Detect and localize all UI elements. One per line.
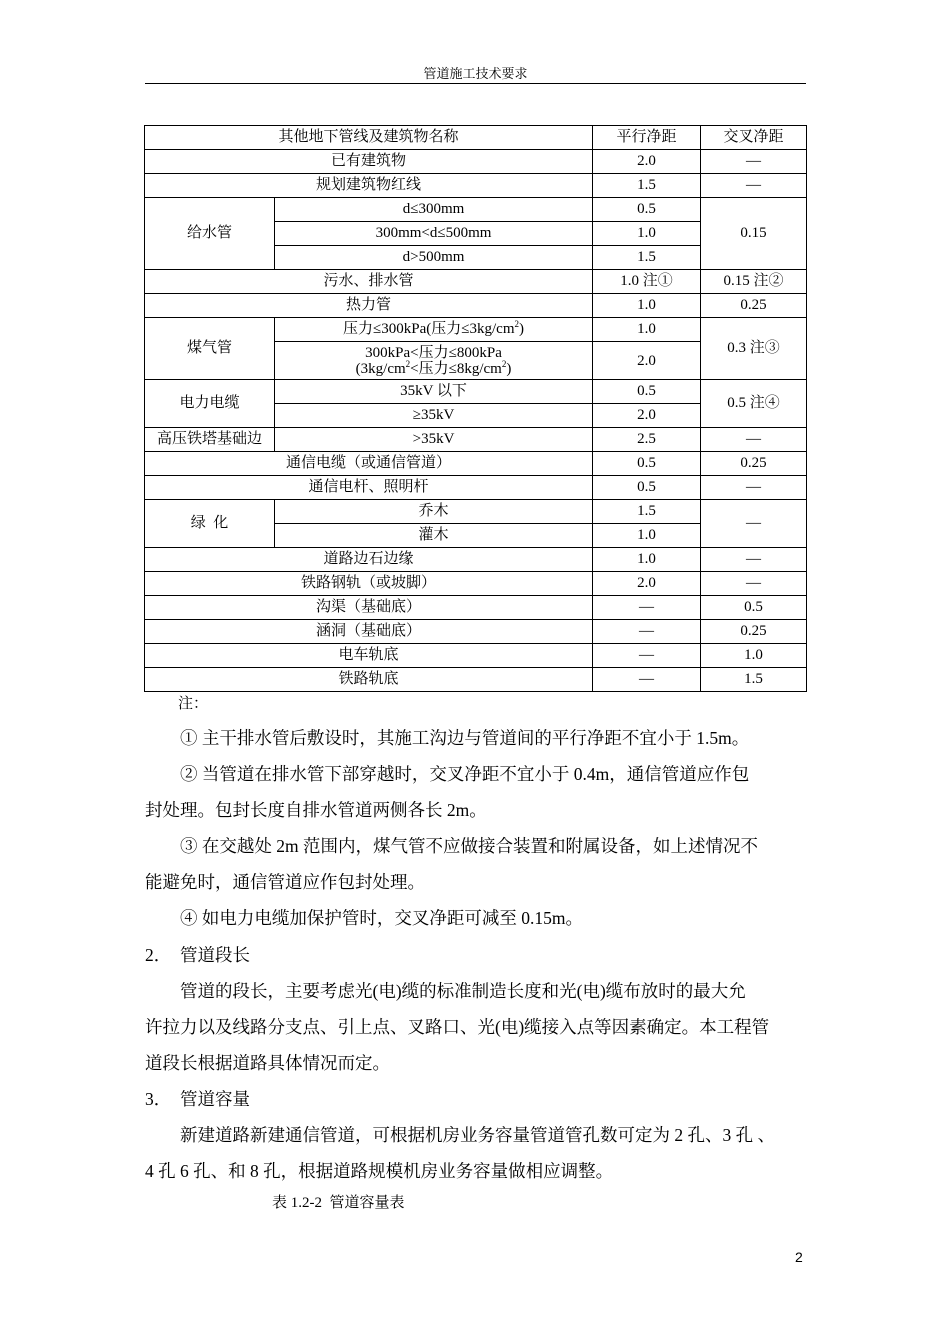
row-cross: 1.0 [701, 644, 807, 668]
row-cross: 0.25 [701, 620, 807, 644]
row-name: 电车轨底 [145, 644, 593, 668]
notes-label: 注： [178, 696, 209, 712]
row-parallel: 1.0 [593, 294, 701, 318]
row-cross: — [701, 150, 807, 174]
text-part: 压力≤300kPa(压力≤3kg/cm [343, 321, 515, 337]
row-name: 铁路钢轨（或坡脚） [145, 572, 593, 596]
row-parallel: 0.5 [593, 452, 701, 476]
table-row [145, 318, 807, 342]
row-parallel: — [593, 668, 701, 692]
row-name: 35kV 以下 [275, 380, 593, 404]
header-cell-cross: 交叉净距 [701, 126, 807, 150]
row-parallel: 1.5 [593, 174, 701, 198]
row-parallel: 2.0 [593, 404, 701, 428]
text-part: ) [506, 360, 512, 377]
row-parallel: — [593, 596, 701, 620]
table-header-row [145, 126, 807, 150]
row-parallel: — [593, 620, 701, 644]
note-2-line-2: 封处理。包封长度自排水管道两侧各长 2m。 [145, 800, 487, 820]
group-cross: 0.5 注④ [701, 380, 807, 428]
table-row [145, 548, 807, 572]
table-row [145, 174, 807, 198]
group-cross: 0.15 [701, 198, 807, 270]
row-parallel: 2.5 [593, 428, 701, 452]
table-row [145, 150, 807, 174]
row-parallel: 0.5 [593, 198, 701, 222]
table-row [145, 428, 807, 452]
superscript: 2 [501, 358, 507, 369]
row-cross: 1.5 [701, 668, 807, 692]
row-name: 300mm<d≤500mm [275, 222, 593, 246]
group-name: 电力电缆 [145, 380, 275, 428]
text-part: <压力≤8kg/cm [410, 360, 502, 377]
row-name: 通信电缆（或通信管道） [145, 452, 593, 476]
group-cross: — [701, 500, 807, 548]
row-cross: — [701, 174, 807, 198]
row-parallel: 1.0 [593, 524, 701, 548]
row-parallel: 2.0 [593, 150, 701, 174]
row-name: 沟渠（基础底） [145, 596, 593, 620]
table-row [145, 294, 807, 318]
row-parallel: 1.0 [593, 548, 701, 572]
table-row [145, 500, 807, 524]
table-row [145, 198, 807, 222]
row-name: 道路边石边缘 [145, 548, 593, 572]
row-name: 乔木 [275, 500, 593, 524]
row-parallel: 0.5 [593, 476, 701, 500]
row-name: 铁路轨底 [145, 668, 593, 692]
row-parallel: 0.5 [593, 380, 701, 404]
table-row [145, 476, 807, 500]
row-name: 通信电杆、照明杆 [145, 476, 593, 500]
row-name: 规划建筑物红线 [145, 174, 593, 198]
row-parallel: 1.5 [593, 500, 701, 524]
section-2-heading: 2． 管道段长 [145, 945, 250, 965]
row-parallel: 1.5 [593, 246, 701, 270]
group-cross: 0.3 注③ [701, 318, 807, 380]
row-name: ≥35kV [275, 404, 593, 428]
row-cross: 0.15 注② [701, 270, 807, 294]
note-3-line-1: ③ 在交越处 2m 范围内，煤气管不应做接合装置和附属设备，如上述情况不 [180, 836, 758, 856]
clearance-table [144, 125, 807, 692]
row-parallel: 2.0 [593, 342, 701, 380]
table-row [145, 644, 807, 668]
table-row [145, 452, 807, 476]
row-parallel: 1.0 注① [593, 270, 701, 294]
row-parallel: — [593, 644, 701, 668]
section-3-line-1: 新建道路新建通信管道，可根据机房业务容量管道管孔数可定为 2 孔、3 孔 、 [180, 1125, 775, 1145]
row-name: 热力管 [145, 294, 593, 318]
group-name: 煤气管 [145, 318, 275, 380]
row-name: 已有建筑物 [145, 150, 593, 174]
note-4: ④ 如电力电缆加保护管时，交叉净距可减至 0.15m。 [180, 908, 583, 928]
row-name: >35kV [275, 428, 593, 452]
group-name: 给水管 [145, 198, 275, 270]
superscript: 2 [514, 319, 519, 329]
table-caption: 表 1.2-2 管道容量表 [272, 1195, 405, 1211]
section-3-heading: 3． 管道容量 [145, 1089, 250, 1109]
note-2-line-1: ② 当管道在排水管下部穿越时，交叉净距不宜小于 0.4m，通信管道应作包 [180, 764, 750, 784]
header-rule [145, 83, 806, 84]
row-cross: 0.25 [701, 294, 807, 318]
table-row [145, 572, 807, 596]
header-cell-name: 其他地下管线及建筑物名称 [145, 126, 593, 150]
page-header-title: 管道施工技术要求 [423, 66, 528, 81]
row-cross: 0.5 [701, 596, 807, 620]
page-number: 2 [795, 1249, 803, 1265]
row-name: d>500mm [275, 246, 593, 270]
section-3-line-2: 4 孔 6 孔、和 8 孔，根据道路规模机房业务容量做相应调整。 [145, 1161, 614, 1181]
table-row [145, 668, 807, 692]
row-cross: — [701, 572, 807, 596]
row-cross: — [701, 476, 807, 500]
section-2-line-2: 许拉力以及线路分支点、引上点、叉路口、光(电)缆接入点等因素确定。本工程管 [145, 1017, 770, 1037]
group-name: 高压铁塔基础边 [145, 428, 275, 452]
row-cross: — [701, 548, 807, 572]
note-3-line-2: 能避免时，通信管道应作包封处理。 [145, 872, 425, 892]
row-name [275, 318, 593, 342]
header-cell-parallel: 平行净距 [593, 126, 701, 150]
section-2-line-3: 道段长根据道路具体情况而定。 [145, 1053, 390, 1073]
row-parallel: 1.0 [593, 318, 701, 342]
superscript: 2 [405, 358, 411, 369]
table-row [145, 380, 807, 404]
row-parallel: 2.0 [593, 572, 701, 596]
row-name: 灌木 [275, 524, 593, 548]
row-name: 涵洞（基础底） [145, 620, 593, 644]
text-part: 300kPa<压力≤800kPa [365, 344, 502, 361]
group-name: 绿 化 [145, 500, 275, 548]
table-row [145, 620, 807, 644]
row-parallel: 1.0 [593, 222, 701, 246]
row-name [275, 342, 593, 380]
row-cross: 0.25 [701, 452, 807, 476]
row-cross: — [701, 428, 807, 452]
table-row [145, 596, 807, 620]
row-name: 污水、排水管 [145, 270, 593, 294]
section-2-line-1: 管道的段长，主要考虑光(电)缆的标准制造长度和光(电)缆布放时的最大允 [180, 981, 746, 1001]
note-1: ① 主干排水管后敷设时，其施工沟边与管道间的平行净距不宜小于 1.5m。 [180, 728, 750, 748]
text-part: ) [518, 321, 524, 337]
row-name: d≤300mm [275, 198, 593, 222]
table-row [145, 270, 807, 294]
text-part: (3kg/cm [355, 360, 406, 377]
